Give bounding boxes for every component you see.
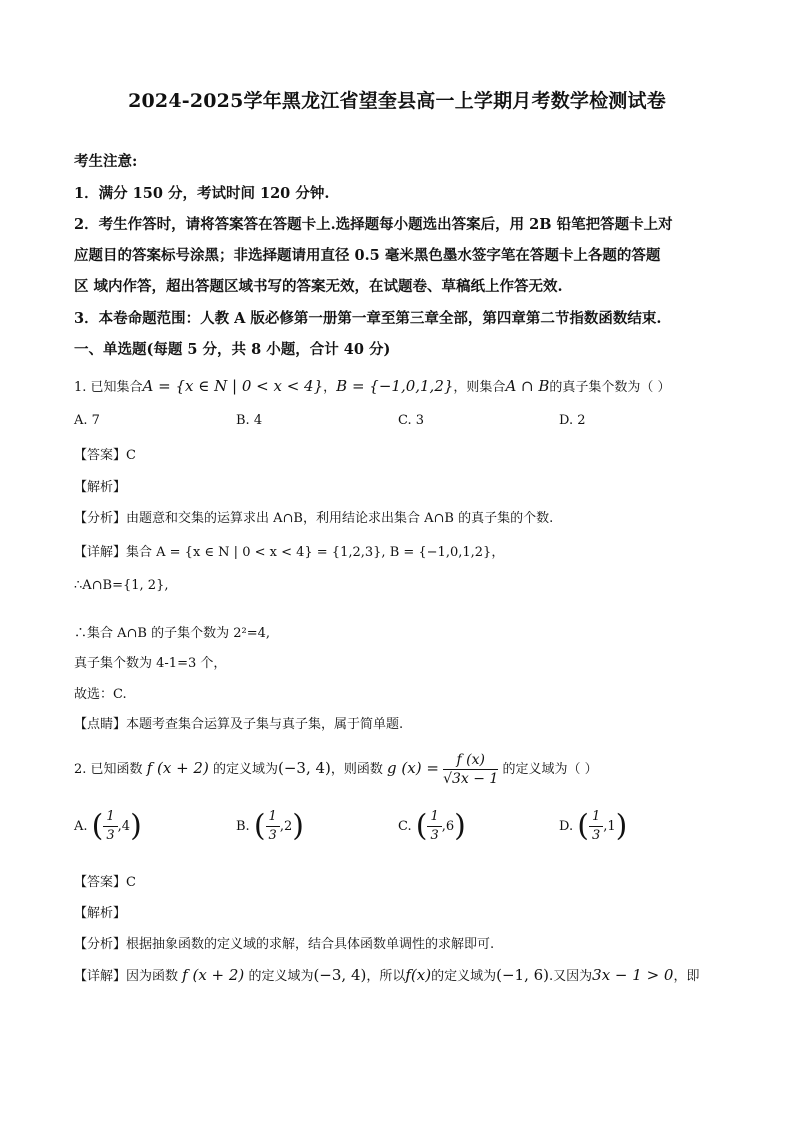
question-2-stem — [74, 750, 598, 788]
q2-domain: (−3, 4) — [277, 759, 331, 777]
q1-option-c: C. 3 — [398, 413, 425, 428]
q2-xiangjie-pre: 【详解】因为函数 — [74, 969, 179, 984]
q2-option-d-label: D. — [559, 819, 574, 834]
notice-item-2-line-2: 应题目的答案标号涂黑；非选择题请用直径 0.5 毫米黑色墨水签字笔在答题卡上各题的答题 — [74, 247, 661, 264]
page-title: 2024-2025学年黑龙江省望奎县高一上学期月考数学检测试卷 — [128, 90, 666, 112]
q2-option-a-tail: ,4 — [117, 819, 131, 834]
q2-mid-2: ，则函数 — [330, 762, 383, 777]
q1-prefix: 1. 已知集合 — [74, 380, 143, 395]
q2-xiangjie-mid-2: ，所以 — [366, 969, 406, 984]
q2-xiangjie-domain: (−3, 4) — [313, 966, 367, 984]
q2-g: g (x) = — [387, 759, 439, 777]
q2-fenxi: 【分析】根据抽象函数的定义域的求解，结合具体函数单调性的求解即可. — [74, 937, 495, 952]
q2-analysis: 【解析】 — [74, 906, 127, 921]
q1-set-b: B = {−1,0,1,2} — [336, 377, 454, 395]
q2-option-d-den: 3 — [591, 828, 601, 843]
q1-option-d: D. 2 — [559, 413, 586, 428]
q1-line-2: ∴集合 A∩B 的子集个数为 2²=4, — [74, 626, 271, 641]
q1-answer: 【答案】C — [74, 448, 136, 463]
q2-xiangjie-inequality: 3x − 1 > 0 — [592, 966, 674, 984]
q2-option-c-den: 3 — [430, 828, 439, 843]
q1-line-4: 故选：C. — [74, 687, 127, 702]
q1-dianjing: 【点睛】本题考查集合运算及子集与真子集，属于简单题. — [74, 717, 404, 732]
q2-answer: 【答案】C — [74, 875, 136, 890]
notice-item-2-line-3: 区 域内作答，超出答题区域书写的答案无效，在试题卷、草稿纸上作答无效. — [74, 278, 563, 295]
q2-xiangjie-end: ，即 — [673, 969, 700, 984]
q1-intersection: A ∩ B — [505, 377, 550, 395]
q2-xiangjie-mid: 的定义域为 — [248, 969, 314, 984]
q1-suffix-2: 的真子集个数为（ ） — [549, 380, 671, 395]
notice-heading: 考生注意: — [74, 153, 138, 170]
question-1-stem — [74, 376, 671, 395]
q2-option-c-tail: ,6 — [441, 819, 455, 834]
q2-xiangjie — [74, 965, 699, 984]
q1-xiangjie: 【详解】集合 A = {x ∈ N | 0 < x < 4} = {1,2,3}, B = {−1,0,1,2}， — [74, 545, 505, 560]
q2-mid-1: 的定义域为 — [212, 762, 278, 777]
notice-item-2-line-1: 2．考生作答时，请将答案答在答题卡上.选择题每小题选出答案后，用 2B 铅笔把答题卡上对 — [74, 216, 673, 233]
q2-numerator: f (x) — [443, 751, 498, 770]
q2-option-a-den: 3 — [106, 828, 115, 843]
q1-fenxi: 【分析】由题意和交集的运算求出 A∩B，利用结论求出集合 A∩B 的真子集的个数. — [74, 511, 554, 526]
q2-f: f (x + 2) — [146, 759, 209, 777]
q2-option-b-label: B. — [236, 819, 250, 834]
section-heading-single-choice: 一、单选题(每题 5 分，共 8 小题，合计 40 分) — [74, 341, 391, 358]
q2-option-c-label: C. — [398, 819, 412, 834]
q2-option-c: C. ( $\frac{1}{3}$ ,6) — [398, 808, 466, 844]
q2-xiangjie-fx: f(x) — [405, 966, 432, 984]
q2-denominator: √3x − 1 — [443, 771, 499, 787]
q2-option-b-num: 1 — [266, 808, 280, 827]
q2-suffix: 的定义域为（ ） — [502, 762, 598, 777]
q2-option-a: A. ( $\frac{1}{3}$ ,4) — [74, 808, 142, 844]
q2-option-b-tail: ,2 — [279, 819, 293, 834]
q1-option-b: B. 4 — [236, 413, 263, 428]
notice-item-1: 1．满分 150 分，考试时间 120 分钟. — [74, 185, 330, 202]
q2-xiangjie-domain-2: (−1, 6) — [496, 966, 550, 984]
q2-option-a-label: A. — [74, 819, 88, 834]
q2-option-b-den: 3 — [268, 828, 277, 843]
q2-option-d-tail: ,1 — [603, 819, 616, 834]
q2-xiangjie-mid-3: 的定义域为 — [431, 969, 497, 984]
q1-suffix: ，则集合 — [453, 380, 506, 395]
q1-analysis: 【解析】 — [74, 480, 127, 495]
q2-prefix: 2. 已知函数 — [74, 762, 143, 777]
q1-set-a: A = {x ∈ N | 0 < x < 4} — [142, 377, 324, 395]
q1-option-a: A. 7 — [74, 413, 100, 428]
q2-option-d: D. ( $\frac{1}{3}$ ,1) — [559, 808, 628, 844]
q2-option-b: B. ( $\frac{1}{3}$ ,2) — [236, 808, 304, 844]
notice-item-3: 3．本卷命题范围：人教 A 版必修第一册第一章至第三章全部，第四章第二节指数函数结束. — [74, 310, 662, 327]
q1-line-3: 真子集个数为 4-1=3 个， — [74, 656, 227, 671]
q1-comma: ， — [323, 380, 337, 395]
q2-option-d-num: 1 — [589, 808, 603, 827]
q1-line-1: ∴A∩B={1, 2}, — [74, 578, 169, 593]
q2-fraction — [443, 751, 498, 788]
q2-option-c-num: 1 — [427, 808, 441, 827]
q2-xiangjie-mid-4: .又因为 — [549, 969, 593, 984]
q2-option-a-num: 1 — [103, 808, 117, 827]
q2-xiangjie-f: f (x + 2) — [182, 966, 245, 984]
